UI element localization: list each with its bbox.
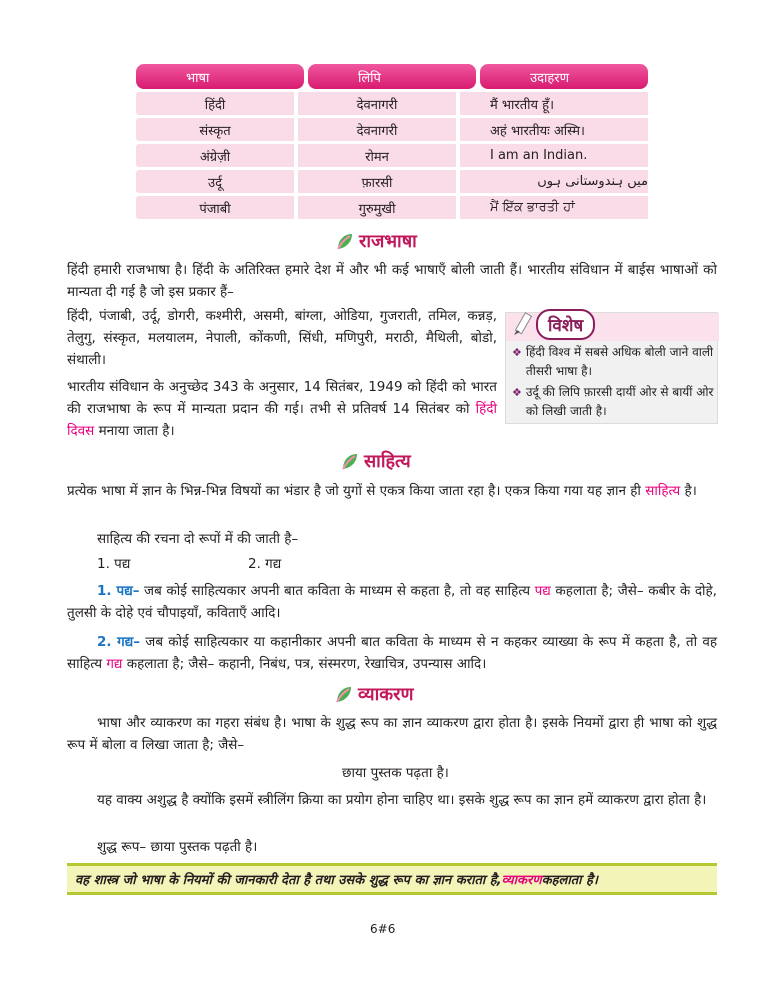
vyakaran-definition-bar: वह शास्त्र जो भाषा के नियमों की जानकारी देता है तथा उसके शुद्ध रूप का ज्ञान कराता है, व्याकरण कहलाता है। <box>67 863 717 895</box>
sahitya-intro: प्रत्येक भाषा में ज्ञान के भिन्न-भिन्न विषयों का भंडार है जो युगों से एकत्र किया जाता रहा है। एकत्र किया गया यह ज्ञान ही साहित्य है। <box>67 483 697 499</box>
list-item: ❖ हिंदी विश्व में सबसे अधिक बोली जाने वाली तीसरी भाषा है। <box>512 343 717 381</box>
table-cell-language: संस्कृत <box>136 118 294 141</box>
highlight-hindi-diwas: हिंदी दिवस <box>67 401 497 439</box>
table-header-example: उदाहरण <box>480 64 648 89</box>
table-cell-example: میں ہندوستانی ہوں <box>460 170 648 193</box>
table-cell-example: ਮੈਂ ਇੱਕ ਭਾਰਤੀ ਹਾਂ <box>460 196 648 219</box>
highlight-sahitya: साहित्य <box>645 483 681 499</box>
table-row <box>136 196 648 219</box>
vishesh-title: विशेष <box>536 309 595 340</box>
vyakaran-explanation: यह वाक्य अशुद्ध है क्योंकि इसमें स्त्रीलिंग क्रिया का प्रयोग होना चाहिए था। इसके शुद्ध रूप का ज्ञान हमें व्याकरण द्वारा होता है। <box>97 792 707 808</box>
section-title: व्याकरण <box>358 684 414 705</box>
table-row <box>136 144 648 167</box>
rajbhasha-constitution-para: भारतीय संविधान के अनुच्छेद 343 के अनुसार, 14 सितंबर, 1949 को हिंदी को भारत की राजभाषा के रूप में मान्यता प्रदान की गई। तभी से प्रतिवर्ष 14 सितंबर को हिंदी दिवस मनाया जाता है। <box>67 379 497 439</box>
table-row <box>136 92 648 115</box>
diamond-bullet-icon: ❖ <box>512 346 522 359</box>
table-row <box>136 170 648 193</box>
padya-definition: 1. पद्य– जब कोई साहित्यकार अपनी बात कविता के माध्यम से कहता है, तो वह साहित्य पद्य कहलाता है; जैसे– कबीर के दोहे, तुलसी के दोहे एवं चौपाइयाँ, कविताएँ आदि। <box>67 583 717 621</box>
table-cell-language: उर्दू <box>136 170 294 193</box>
diamond-bullet-icon: ❖ <box>512 386 522 399</box>
table-header-script: लिपि <box>308 64 476 89</box>
rajbhasha-language-list: हिंदी, पंजाबी, उर्दू, डोगरी, कश्मीरी, असमी, बांग्ला, ओडिया, गुजराती, तमिल, कन्नड़, तेलुगु, संस्कृत, मलयालम, नेपाली, कोंकणी, सिंधी, मणिपुरी, मराठी, मैथिली, बोडो, संथाली। <box>67 308 497 368</box>
page-number: 6#6 <box>370 922 396 936</box>
section-title: राजभाषा <box>359 231 417 252</box>
sahitya-forms-line: साहित्य की रचना दो रूपों में की जाती है– <box>97 531 299 547</box>
sahitya-list-padya: 1. पद्य <box>97 556 131 572</box>
table-cell-script: फ़ारसी <box>298 170 456 193</box>
table-cell-language: पंजाबी <box>136 196 294 219</box>
pencil-icon <box>508 311 538 341</box>
section-heading-vyakaran <box>334 682 413 706</box>
table-header-row <box>136 64 648 89</box>
section-title: साहित्य <box>364 451 411 472</box>
table-cell-script: देवनागरी <box>298 118 456 141</box>
sahitya-list-gadya: 2. गद्य <box>248 556 282 572</box>
list-item: ❖ उर्दू की लिपि फ़ारसी दायीं ओर से बायीं ओर को लिखी जाती है। <box>512 383 717 421</box>
table-cell-language: हिंदी <box>136 92 294 115</box>
leaf-icon <box>335 231 355 251</box>
table-cell-script: देवनागरी <box>298 92 456 115</box>
leaf-icon <box>334 684 354 704</box>
table-header-language: भाषा <box>136 64 304 89</box>
section-heading-rajbhasha <box>335 229 417 253</box>
gadya-definition: 2. गद्य– जब कोई साहित्यकार या कहानीकार अपनी बात कविता के माध्यम से न कहकर व्याख्या के रूप में कहता है, तो वह साहित्य गद्य कहलाता है; जैसे– कहानी, निबंध, पत्र, संस्मरण, रेखाचित्र, उपन्यास आदि। <box>67 634 718 672</box>
section-heading-sahitya <box>340 449 411 473</box>
table-cell-example: अहं भारतीयः अस्मि। <box>460 118 648 141</box>
vyakaran-correct-form: शुद्ध रूप– छाया पुस्तक पढ़ती है। <box>97 839 258 855</box>
table-cell-script: गुरुमुखी <box>298 196 456 219</box>
leaf-icon <box>340 451 360 471</box>
table-cell-example: मैं भारतीय हूँ। <box>460 92 648 115</box>
table-cell-script: रोमन <box>298 144 456 167</box>
table-cell-language: अंग्रेज़ी <box>136 144 294 167</box>
language-script-table <box>136 64 648 222</box>
table-row <box>136 118 648 141</box>
vyakaran-example-sentence: छाया पुस्तक पढ़ता है। <box>342 765 449 781</box>
table-cell-example: I am an Indian. <box>460 144 648 167</box>
rajbhasha-intro: हिंदी हमारी राजभाषा है। हिंदी के अतिरिक्त हमारे देश में और भी कई भाषाएँ बोली जाती हैं। भारतीय संविधान में बाईस भाषाओं को मान्यता दी गई है जो इस प्रकार हैं– <box>67 262 717 300</box>
highlight-vyakaran: व्याकरण <box>501 873 542 888</box>
vyakaran-intro: भाषा और व्याकरण का गहरा संबंध है। भाषा के शुद्ध रूप का ज्ञान व्याकरण द्वारा होता है। इसके नियमों द्वारा ही भाषा को शुद्ध रूप में बोला व लिखा जाता है; जैसे– <box>67 715 717 753</box>
vishesh-note-box <box>505 312 718 424</box>
